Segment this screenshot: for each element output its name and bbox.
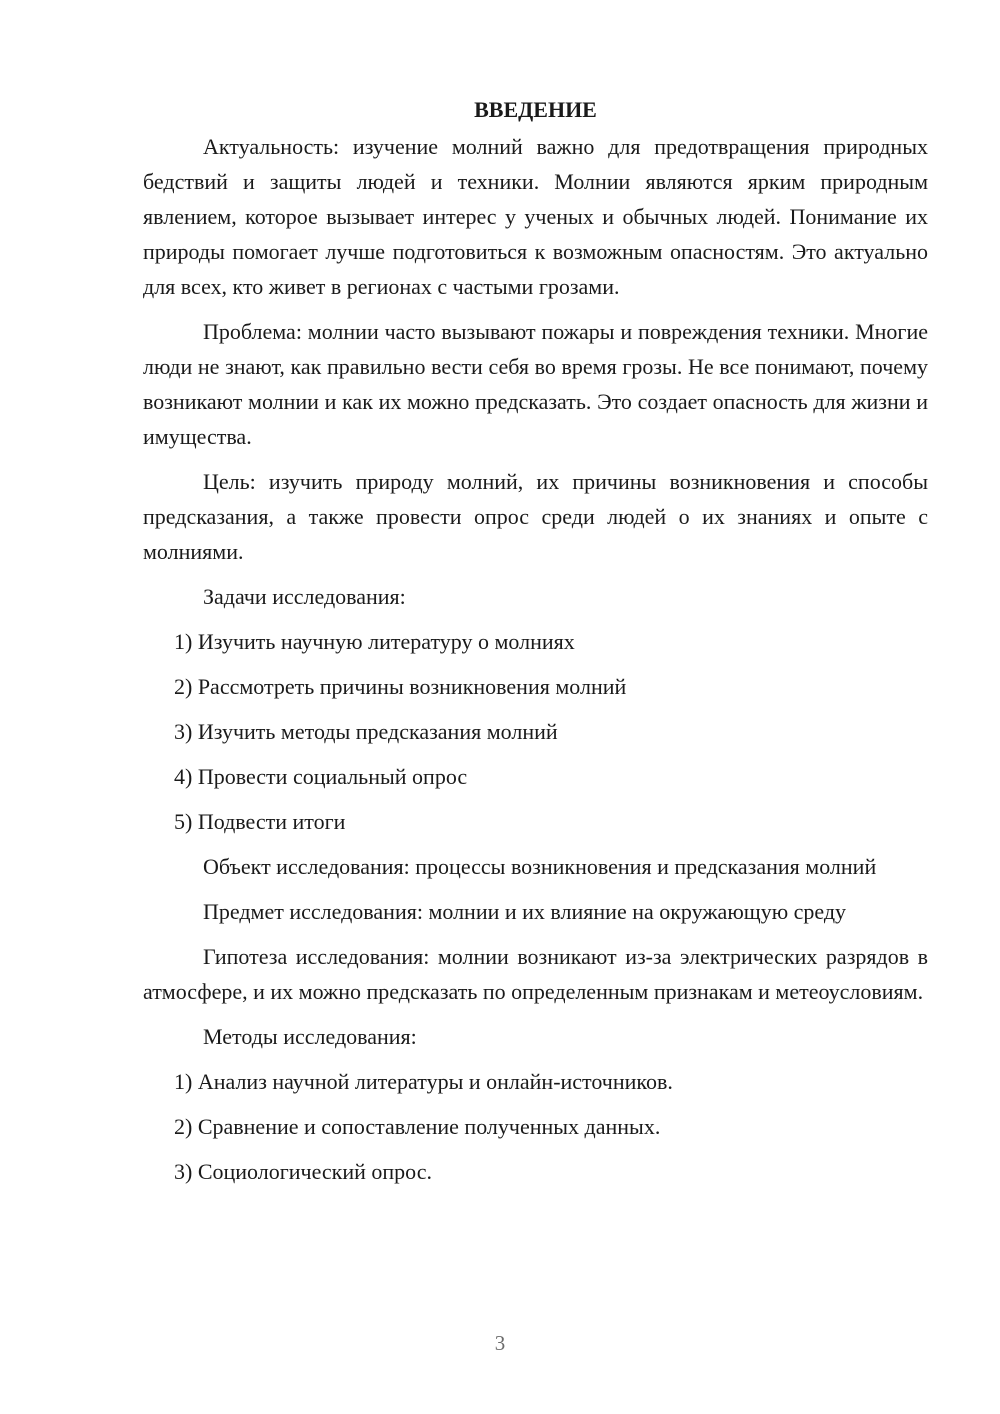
subject-paragraph: Предмет исследования: молнии и их влияние на окружающую среду bbox=[203, 899, 847, 924]
task-item: 3) Изучить методы предсказания молний bbox=[174, 719, 558, 744]
goal-paragraph: Цель: изучить природу молний, их причины возникновения и способы предсказания, а также провести опрос среди людей о их знаниях и опыте с молниями. bbox=[143, 469, 928, 564]
section-title: ВВЕДЕНИЕ bbox=[474, 97, 597, 122]
page-number: 3 bbox=[494, 1331, 506, 1355]
task-item: 2) Рассмотреть причины возникновения молний bbox=[174, 674, 627, 699]
hypothesis-paragraph: Гипотеза исследования: молнии возникают из-за электрических разрядов в атмосфере, и их можно предсказать по определенным признакам и метеоусловиям. bbox=[143, 944, 928, 1004]
document-page bbox=[143, 92, 928, 1199]
method-item: 3) Социологический опрос. bbox=[174, 1159, 432, 1184]
problem-paragraph: Проблема: молнии часто вызывают пожары и повреждения техники. Многие люди не знают, как правильно вести себя во время грозы. Не все понимают, почему возникают молнии и как их можно предсказать. Это создает опасность для жизни и имущества. bbox=[143, 319, 928, 449]
task-item: 5) Подвести итоги bbox=[174, 809, 346, 834]
method-item: 2) Сравнение и сопоставление полученных данных. bbox=[174, 1114, 661, 1139]
object-paragraph: Объект исследования: процессы возникновения и предсказания молний bbox=[203, 854, 877, 879]
methods-list bbox=[143, 1064, 928, 1189]
tasks-heading: Задачи исследования: bbox=[203, 584, 406, 609]
relevance-paragraph: Актуальность: изучение молний важно для предотвращения природных бедствий и защиты людей и техники. Молнии являются ярким природным явлением, которое вызывает интерес у ученых и обычных людей. Понимание их природы помогает лучше подготовиться к возможным опасностям. Это актуально для всех, кто живет в регионах с частыми грозами. bbox=[143, 134, 928, 299]
method-item: 1) Анализ научной литературы и онлайн-источников. bbox=[174, 1069, 673, 1094]
task-item: 1) Изучить научную литературу о молниях bbox=[174, 629, 575, 654]
tasks-list bbox=[143, 624, 928, 839]
task-item: 4) Провести социальный опрос bbox=[174, 764, 468, 789]
methods-heading: Методы исследования: bbox=[203, 1024, 417, 1049]
